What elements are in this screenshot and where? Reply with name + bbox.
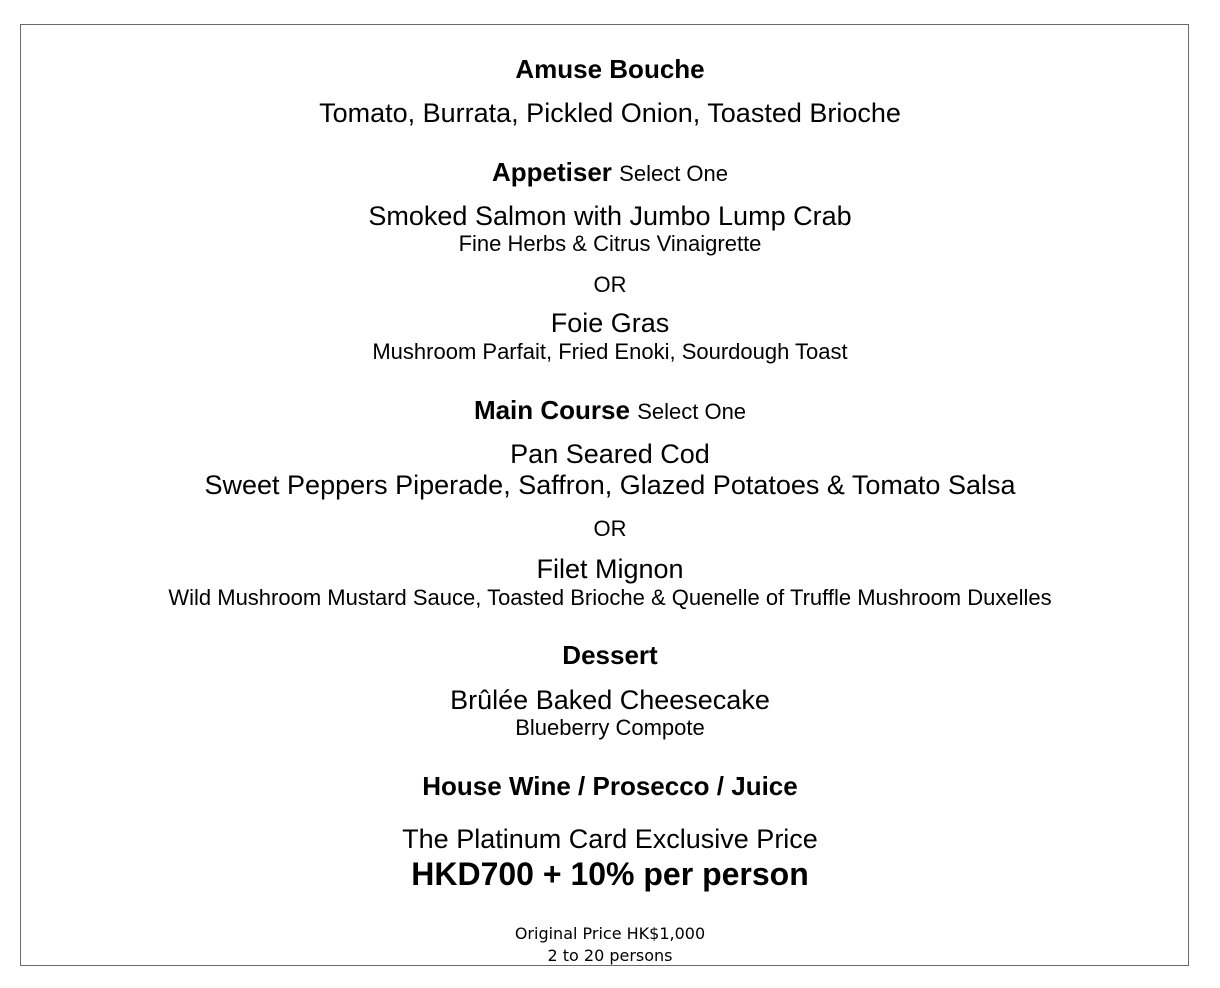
appetiser-heading xyxy=(0,159,1220,185)
dessert-desc: Blueberry Compote xyxy=(515,715,705,740)
appetiser-title: Appetiser xyxy=(492,157,612,187)
price-label: The Platinum Card Exclusive Price xyxy=(402,824,818,854)
appetiser-or-separator: OR xyxy=(593,272,627,297)
main-or-separator: OR xyxy=(593,516,627,541)
main-course-title: Main Course xyxy=(473,395,630,425)
appetiser-option-2-desc: Mushroom Parfait, Fried Enoki, Sourdough Toast xyxy=(372,339,848,364)
main-option-2-dish: Filet Mignon xyxy=(536,554,684,584)
appetiser-option-1-dish: Smoked Salmon with Jumbo Lump Crab xyxy=(368,201,852,231)
appetiser-note: Select One xyxy=(619,161,728,186)
main-course-heading xyxy=(0,397,1220,423)
main-option-2-desc: Wild Mushroom Mustard Sauce, Toasted Brioche & Quenelle of Truffle Mushroom Duxelles xyxy=(168,585,1052,610)
original-price: Original Price HK$1,000 xyxy=(514,924,706,943)
drinks-heading: House Wine / Prosecco / Juice xyxy=(422,771,798,801)
appetiser-option-2-dish: Foie Gras xyxy=(550,308,670,338)
main-option-1-dish: Pan Seared Cod xyxy=(510,439,710,469)
dessert-dish: Brûlée Baked Cheesecake xyxy=(450,685,770,715)
main-course-note: Select One xyxy=(637,399,747,424)
main-option-1-desc: Sweet Peppers Piperade, Saffron, Glazed Potatoes & Tomato Salsa xyxy=(204,470,1016,500)
exclusive-price: HKD700 + 10% per person xyxy=(411,856,809,892)
amuse-bouche-dish: Tomato, Burrata, Pickled Onion, Toasted Brioche xyxy=(319,98,901,128)
appetiser-option-1-desc: Fine Herbs & Citrus Vinaigrette xyxy=(458,231,762,256)
group-size: 2 to 20 persons xyxy=(547,946,673,965)
dessert-heading: Dessert xyxy=(562,640,658,670)
amuse-bouche-heading: Amuse Bouche xyxy=(515,54,705,84)
